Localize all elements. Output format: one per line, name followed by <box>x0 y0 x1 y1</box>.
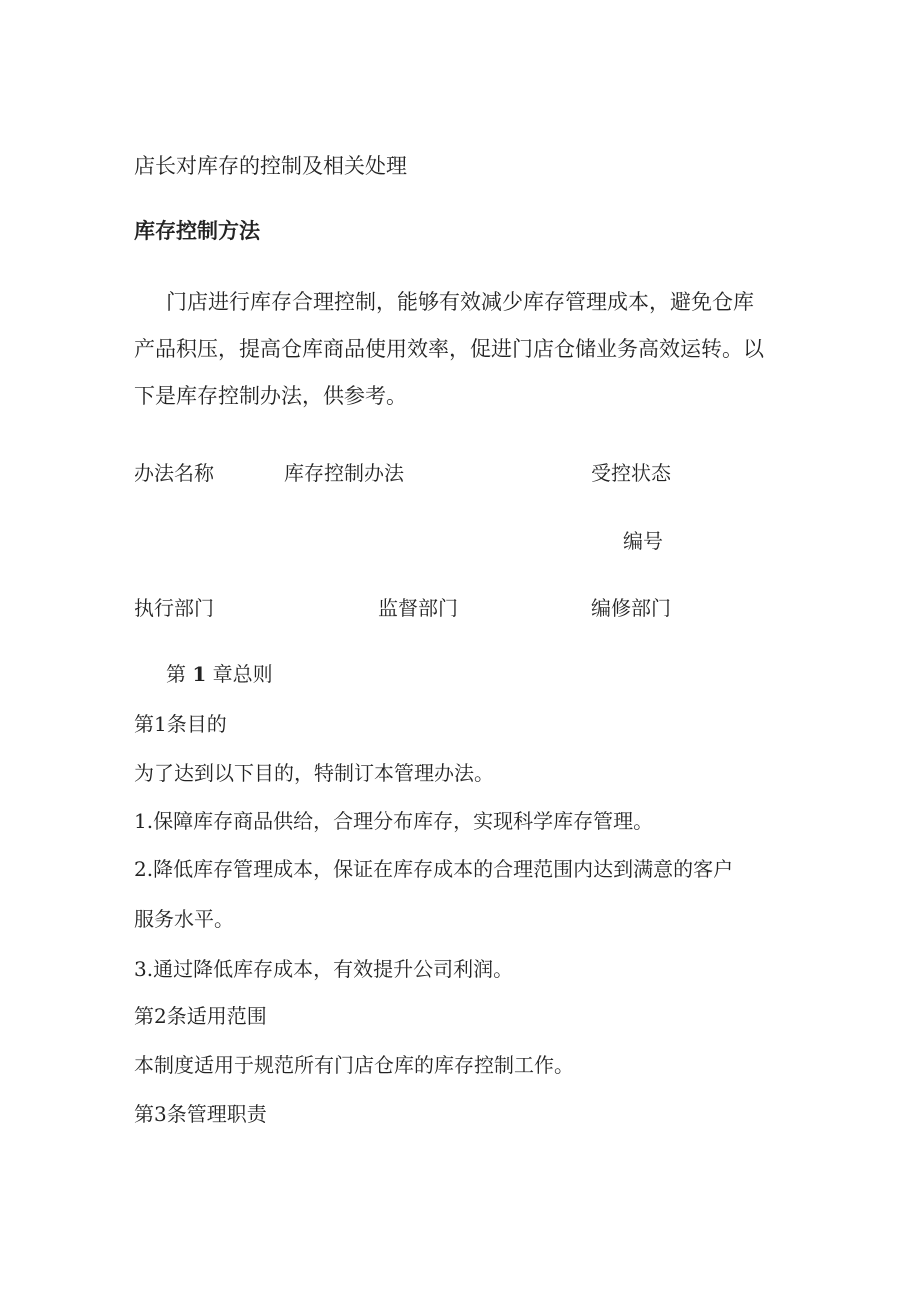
meta-number-label: 编号 <box>623 529 663 553</box>
section-heading: 库存控制方法 <box>134 219 260 243</box>
intro-paragraph-line: 产品积压，提高仓库商品使用效率，促进门店仓储业务高效运转。以 <box>134 337 764 361</box>
meta-supervise-dept-label: 监督部门 <box>378 596 458 620</box>
article-heading: 第1条目的 <box>134 712 227 736</box>
article-heading: 第3条管理职责 <box>134 1102 267 1126</box>
article-heading: 第2条适用范围 <box>134 1004 267 1028</box>
intro-paragraph-line: 下是库存控制办法，供参考。 <box>134 384 407 408</box>
document-title: 店长对库存的控制及相关处理 <box>134 154 407 178</box>
chapter-prefix: 第 <box>166 662 186 686</box>
meta-name-value: 库存控制办法 <box>284 461 404 485</box>
meta-exec-dept-label: 执行部门 <box>134 596 214 620</box>
intro-paragraph-line: 门店进行库存合理控制，能够有效减少库存管理成本，避免仓库 <box>166 290 754 314</box>
list-item: 2.降低库存管理成本，保证在库存成本的合理范围内达到满意的客户 <box>134 857 734 881</box>
chapter-heading <box>166 658 273 687</box>
purpose-intro: 为了达到以下目的，特制订本管理办法。 <box>134 761 494 785</box>
meta-name-label: 办法名称 <box>134 461 214 485</box>
scope-text: 本制度适用于规范所有门店仓库的库存控制工作。 <box>134 1053 574 1077</box>
meta-status-label: 受控状态 <box>591 461 671 485</box>
list-item: 3.通过降低库存成本，有效提升公司利润。 <box>134 957 514 981</box>
list-item: 1.保障库存商品供给，合理分布库存，实现科学库存管理。 <box>134 809 654 833</box>
chapter-suffix: 章总则 <box>212 662 273 686</box>
meta-edit-dept-label: 编修部门 <box>591 596 671 620</box>
list-item-continuation: 服务水平。 <box>134 907 234 931</box>
chapter-number: 1 <box>192 662 207 686</box>
